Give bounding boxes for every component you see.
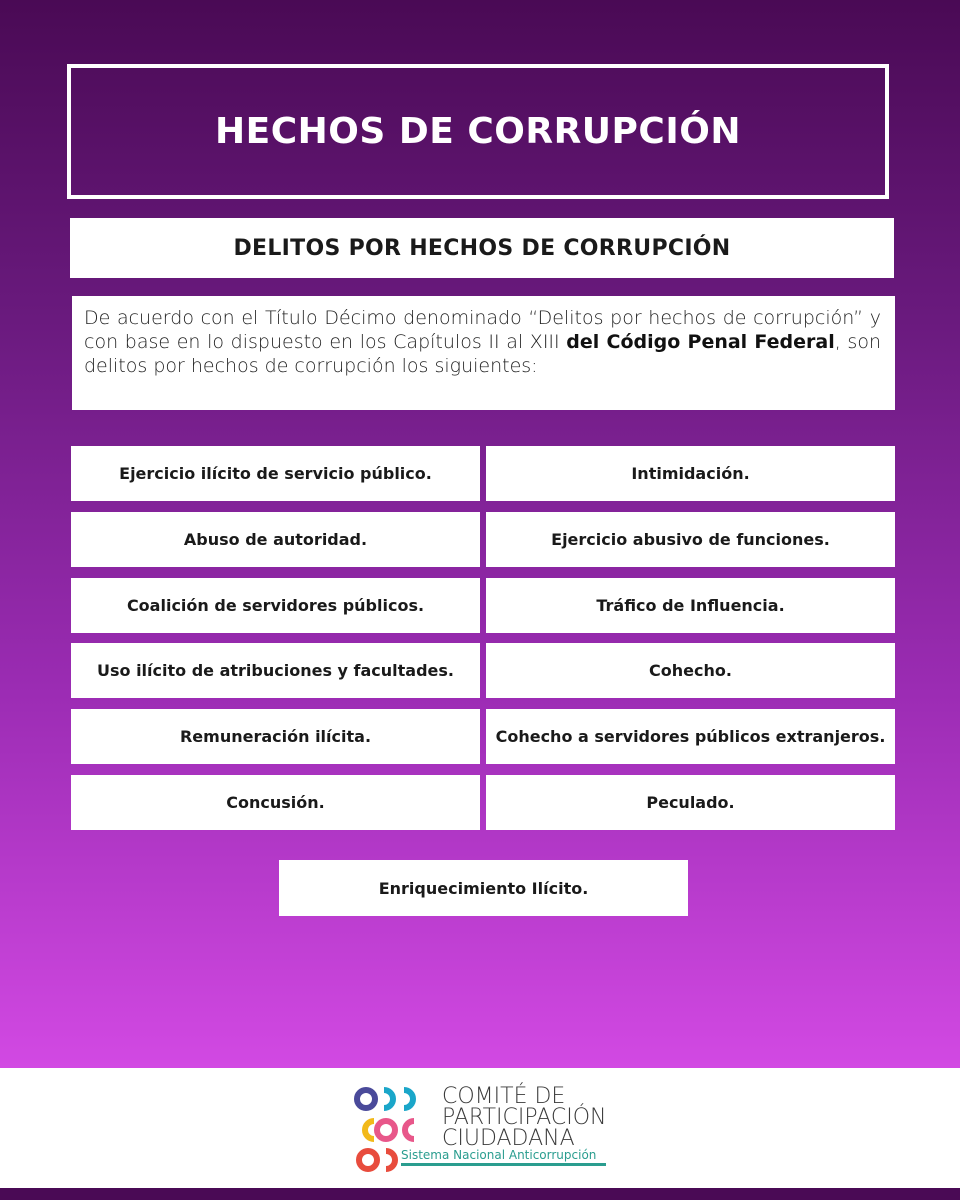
crime-item: Enriquecimiento Ilícito. bbox=[279, 860, 688, 916]
intro-text bbox=[84, 306, 881, 378]
crime-item: Remuneración ilícita. bbox=[71, 709, 480, 764]
page-title: HECHOS DE CORRUPCIÓN bbox=[215, 111, 741, 152]
crime-item: Cohecho a servidores públicos extranjeros. bbox=[486, 709, 895, 764]
logo-line1: COMITÉ DE bbox=[442, 1084, 566, 1109]
crime-item: Coalición de servidores públicos. bbox=[71, 578, 480, 633]
bottom-strip bbox=[0, 1188, 960, 1200]
page-subtitle: DELITOS POR HECHOS DE CORRUPCIÓN bbox=[233, 235, 731, 261]
crime-item: Tráfico de Influencia. bbox=[486, 578, 895, 633]
intro-text-part1: De acuerdo con el Título Décimo denominado “Delitos por hechos de corrupción” y con base en lo dispuesto en los Capítulos II al XIII bbox=[84, 307, 881, 353]
crime-item: Intimidación. bbox=[486, 446, 895, 501]
crime-item: Peculado. bbox=[486, 775, 895, 830]
crime-item: Ejercicio abusivo de funciones. bbox=[486, 512, 895, 567]
cpc-logo-text bbox=[442, 1086, 607, 1149]
logo-line3: CIUDADANA bbox=[442, 1126, 575, 1151]
subtitle-banner bbox=[70, 218, 894, 278]
crime-item: Abuso de autoridad. bbox=[71, 512, 480, 567]
crime-item: Cohecho. bbox=[486, 643, 895, 698]
logo-line2: PARTICIPACIÓN bbox=[442, 1105, 607, 1130]
logo-tagline: Sistema Nacional Anticorrupción bbox=[401, 1148, 597, 1162]
cpc-logo bbox=[354, 1084, 614, 1174]
intro-text-bold: del Código Penal Federal bbox=[566, 331, 835, 353]
title-banner bbox=[67, 64, 889, 199]
crime-item: Concusión. bbox=[71, 775, 480, 830]
intro-box bbox=[72, 296, 895, 410]
logo-underline bbox=[401, 1163, 606, 1166]
crime-item: Uso ilícito de atribuciones y facultades. bbox=[71, 643, 480, 698]
intro-text-part2: , son delitos por hechos de corrupción los siguientes: bbox=[84, 331, 881, 377]
crime-item: Ejercicio ilícito de servicio público. bbox=[71, 446, 480, 501]
